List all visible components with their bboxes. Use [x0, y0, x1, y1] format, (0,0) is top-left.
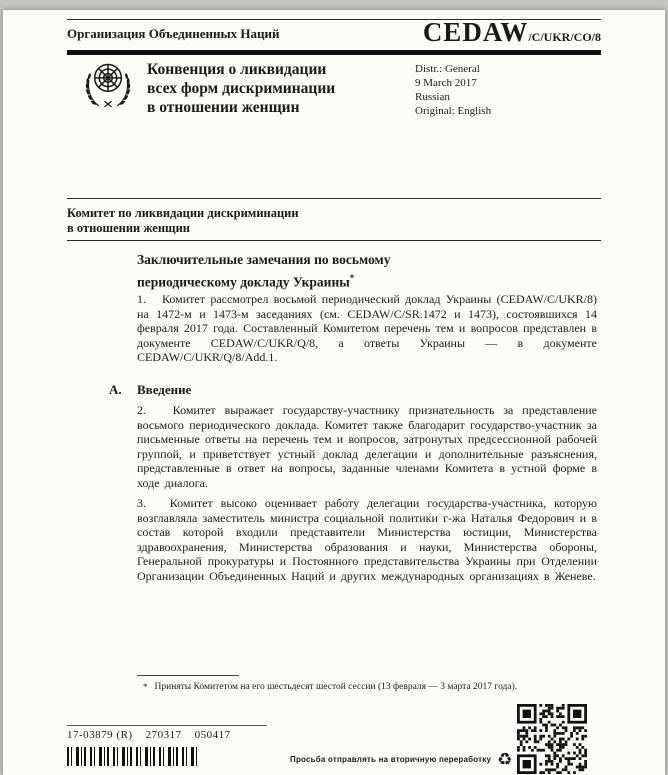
document-symbol — [3, 17, 601, 48]
language-line: Russian — [415, 91, 450, 103]
recycle-notice-text: Просьба отправлять на вторичную переработку — [290, 755, 492, 764]
footnote — [143, 681, 588, 693]
committee-top-rule — [67, 198, 601, 199]
header-thick-bar — [67, 50, 601, 55]
document-code: 17-03879 (R) 270317 050417 — [67, 729, 231, 741]
convention-title-line: Конвенция о ликвидации — [147, 61, 327, 78]
footnote-marker: * — [143, 682, 148, 692]
un-emblem-icon — [79, 57, 137, 115]
committee-bottom-rule — [67, 240, 601, 241]
document-title-line: Заключительные замечания по восьмому — [137, 252, 391, 267]
convention-title-line: всех форм дискриминации — [147, 80, 336, 97]
date-line: 9 March 2017 — [415, 77, 477, 89]
paragraph-3: 3. Комитет высоко оценивает работу делегации государства-участника, которую возглавляла заместитель министра социальной политики г-жа Наталья Федорович и в состав которой входили представители Министерства юстиции, Министерства здравоохранения, Министерства образования и науки, Министерства обороны, Генеральной прокуратуры и Постоянного представительства Украины при Отделении Организации Объединенных Наций и других международных организациях в Женеве. — [137, 496, 597, 583]
footnote-text: Приняты Комитетом на его шестьдесят шестой сессии (13 февраля — 3 марта 2017 года). — [154, 682, 518, 692]
org-name: Организация Объединенных Наций — [67, 26, 280, 41]
committee-name-line: Комитет по ликвидации дискриминации — [67, 206, 299, 220]
document-page — [3, 10, 665, 775]
committee-name-line: в отношении женщин — [67, 221, 190, 235]
barcode — [67, 747, 197, 766]
distr-line: Distr.: General — [415, 63, 480, 75]
document-symbol-suffix: /C/UKR/CO/8 — [528, 30, 601, 44]
footnote-divider — [137, 675, 239, 676]
document-symbol-main: CEDAW — [422, 17, 529, 47]
convention-title — [147, 60, 335, 117]
paragraph-2: 2. Комитет выражает государству-участнику признательность за представление восьмого периодического доклада. Комитет также благодарит государство-участник за письменные ответы на перечень тем и вопросов, затронутых предсессионной рабочей группой, и приветствует устный доклад делегации и дополнительные разъяснения, представленные в ответ на вопросы, заданные членами Комитета в устной форме в ходе диалога. — [137, 403, 597, 490]
paragraph-1: 1. Комитет рассмотрел восьмой периодический доклад Украины (CEDAW/C/UKR/8) на 1472-м и 1473-м заседаниях (см. CEDAW/C/SR.1472 и 1473), состоявшихся 14 февраля 2017 года. Составленный Комитетом перечень тем и вопросов представлен в документе CEDAW/C/UKR/Q/8, а ответы Украины — в документе CEDAW/C/UKR/Q/8/Add.1. — [137, 292, 597, 365]
recycle-notice — [290, 751, 512, 768]
qr-code — [517, 704, 587, 774]
committee-name — [67, 206, 299, 236]
footer-rule — [67, 725, 267, 726]
section-a-label: A. — [109, 382, 122, 397]
recycle-icon: ♻ — [497, 750, 513, 769]
convention-title-line: в отношении женщин — [147, 99, 300, 116]
distribution-info — [415, 62, 491, 118]
section-a-heading — [109, 382, 192, 398]
section-a-title: Введение — [137, 382, 192, 397]
title-footnote-marker: * — [349, 273, 355, 283]
document-title-line: периодическому докладу Украины* — [137, 273, 355, 290]
original-language-line: Original: English — [415, 105, 492, 117]
document-title — [137, 251, 391, 292]
